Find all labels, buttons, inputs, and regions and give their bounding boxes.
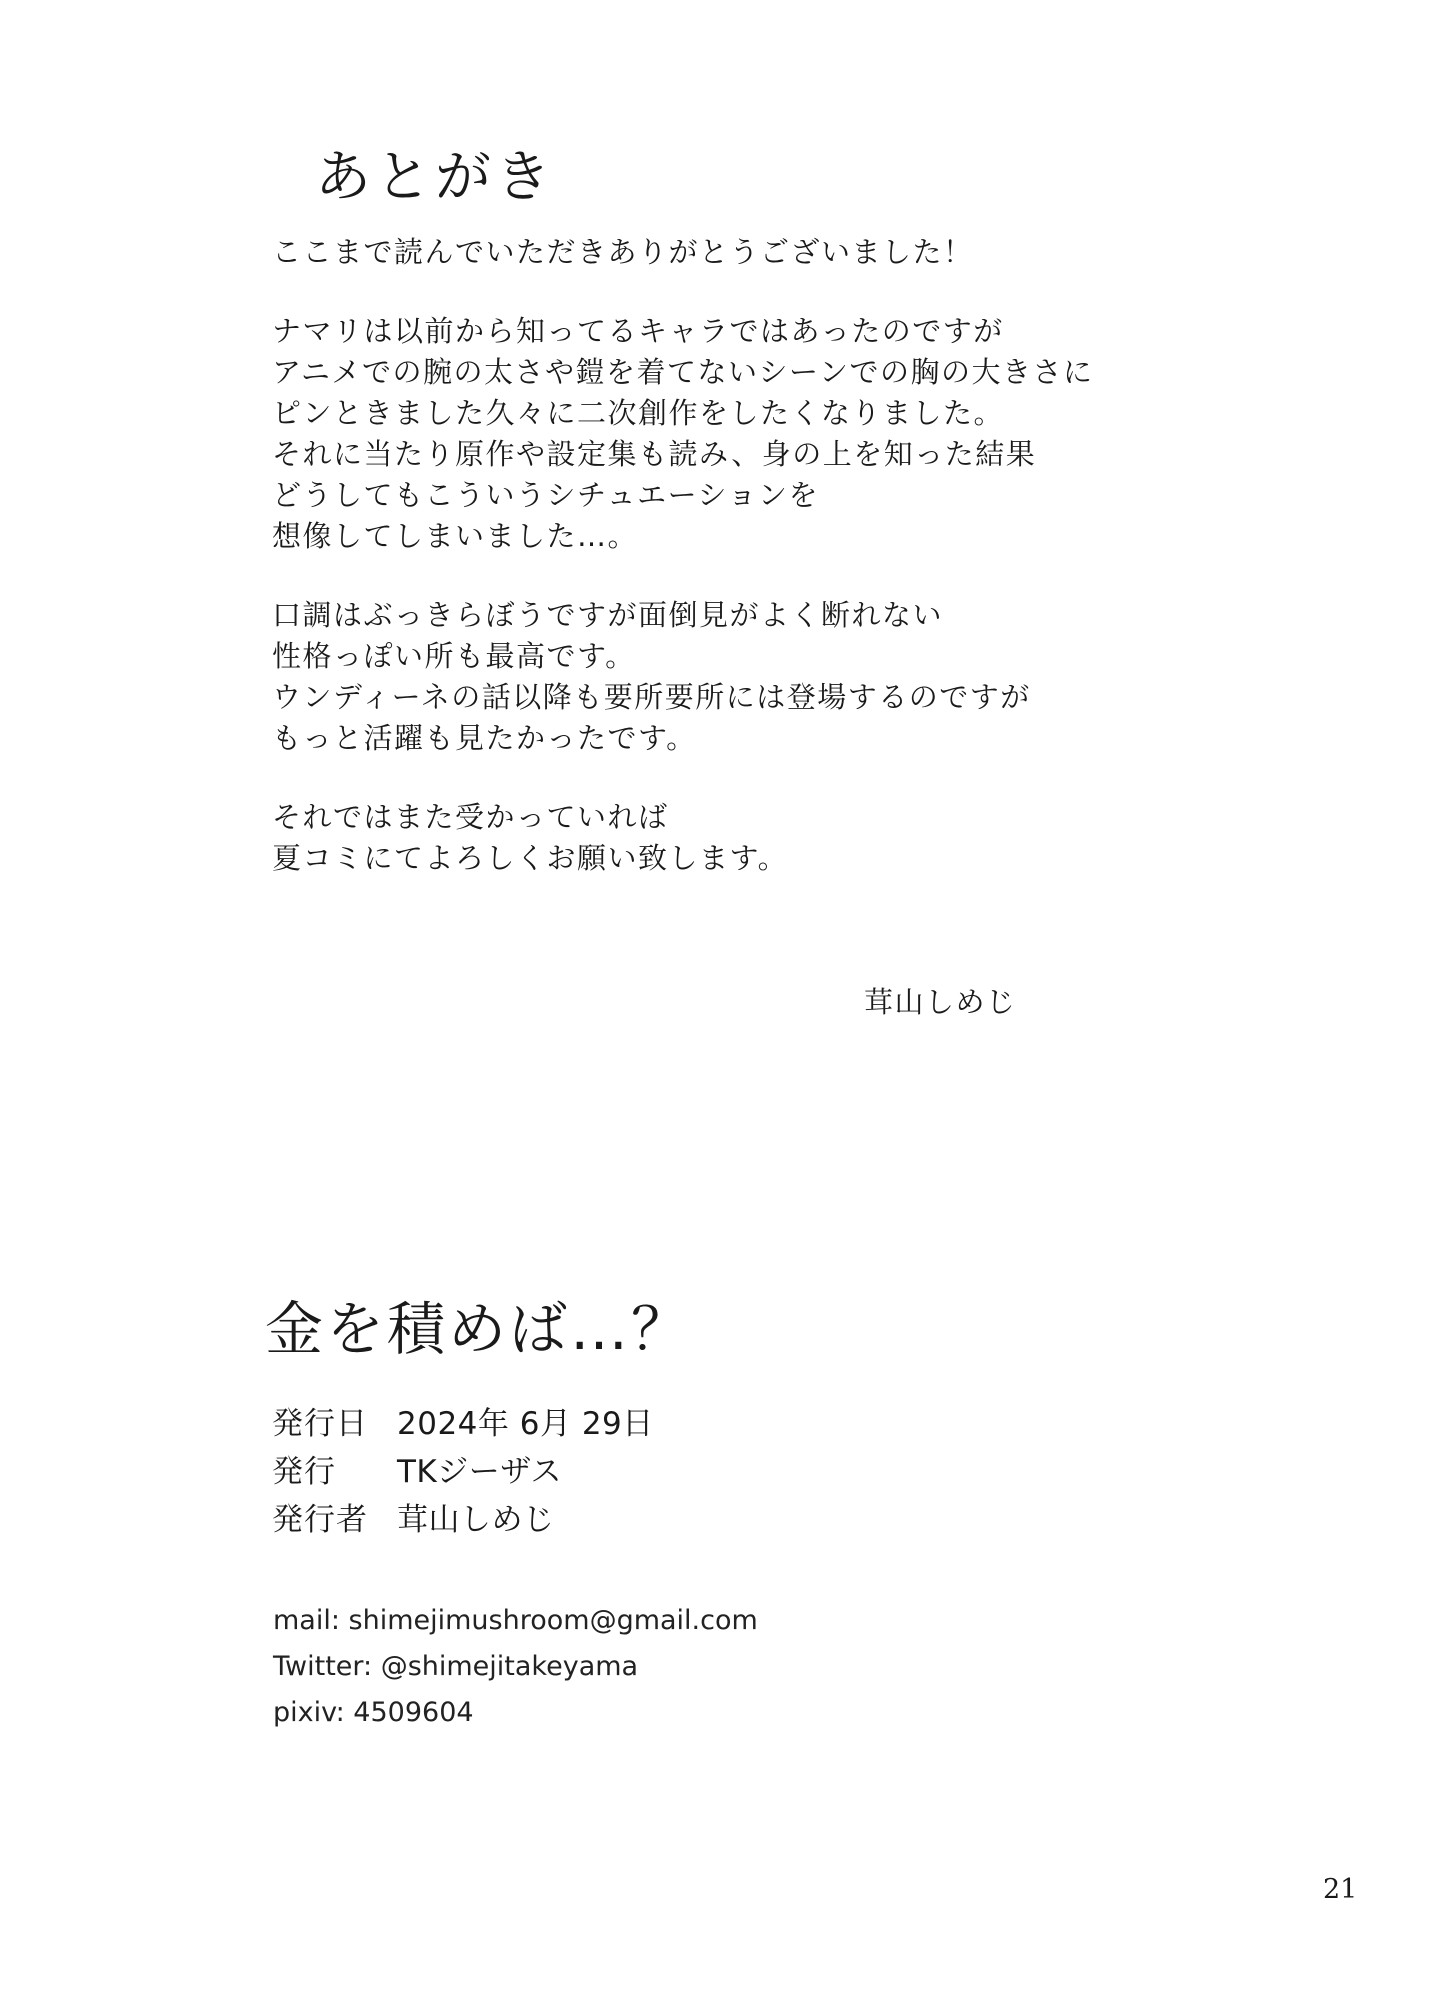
contact-twitter: Twitter: @shimejitakeyama	[273, 1651, 639, 1682]
colophon-label: 発行日	[272, 1406, 368, 1442]
afterword-line: それに当たり原作や設定集も読み、身の上を知った結果	[272, 437, 1037, 471]
afterword-line: アニメでの腕の太さや鎧を着てないシーンでの胸の大きさに	[272, 355, 1094, 389]
colophon-value: 茸山しめじ	[397, 1502, 555, 1538]
author-signature: 茸山しめじ	[864, 985, 1017, 1019]
afterword-paragraph	[272, 311, 1172, 557]
contact-pixiv: pixiv: 4509604	[273, 1697, 474, 1728]
colophon-row-date	[272, 1398, 654, 1446]
afterword-line: もっと活躍も見たかったです。	[272, 721, 697, 755]
afterword-paragraph	[272, 797, 1172, 879]
colophon-label: 発行	[272, 1454, 336, 1490]
afterword-line: 想像してしまいました…。	[272, 519, 639, 553]
afterword-heading: あとがき	[315, 145, 555, 210]
afterword-body	[272, 232, 1172, 917]
colophon	[272, 1398, 654, 1542]
afterword-line: ここまで読んでいただきありがとうございました！	[272, 235, 974, 269]
colophon-row-author	[272, 1494, 654, 1542]
afterword-paragraph	[272, 595, 1172, 759]
afterword-line: ナマリは以前から知ってるキャラではあったのですが	[272, 314, 1004, 348]
book-title: 金を積めば…？	[265, 1295, 693, 1363]
afterword-line: 性格っぽい所も最高です。	[272, 639, 636, 673]
colophon-value: 2024年 6月 29日	[397, 1406, 654, 1442]
afterword-paragraph	[272, 232, 1172, 273]
afterword-line: 夏コミにてよろしくお願い致します。	[272, 841, 789, 875]
contact-mail: mail: shimejimushroom@gmail.com	[273, 1605, 758, 1636]
afterword-line: それではまた受かっていれば	[272, 800, 669, 834]
colophon-value: TKジーザス	[397, 1454, 563, 1490]
colophon-label: 発行者	[272, 1502, 368, 1538]
afterword-line: ウンディーネの話以降も要所要所には登場するのですが	[272, 680, 1031, 714]
afterword-line: どうしてもこういうシチュエーションを	[272, 478, 819, 512]
colophon-row-publisher	[272, 1446, 654, 1494]
afterword-line: ピンときました久々に二次創作をしたくなりました。	[272, 396, 1005, 430]
contact-info	[273, 1598, 758, 1736]
afterword-line: 口調はぶっきらぼうですが面倒見がよく断れない	[272, 598, 944, 632]
page-number: 21	[1323, 1874, 1358, 1905]
